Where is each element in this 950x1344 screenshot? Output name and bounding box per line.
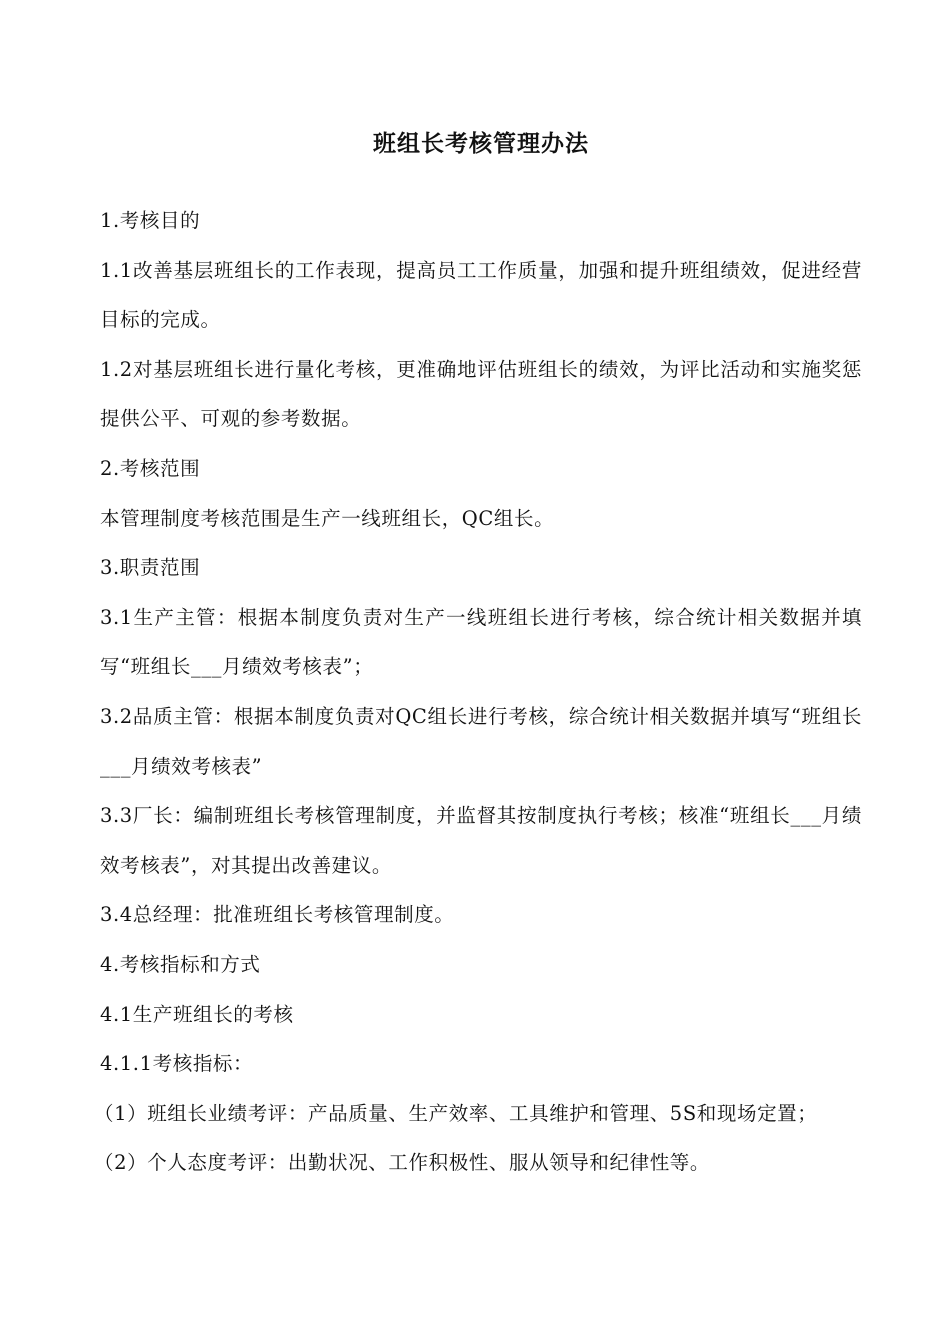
paragraph-scope: 本管理制度考核范围是生产一线班组长，QC组长。	[100, 506, 555, 530]
section-heading-responsibilities: 3.职责范围	[100, 556, 201, 580]
paragraph-4-1: 4.1生产班组长的考核	[100, 1002, 294, 1026]
section-heading-scope: 2.考核范围	[100, 456, 201, 480]
paragraph-3-4: 3.4总经理：批准班组长考核管理制度。	[100, 903, 455, 927]
document-body	[94, 196, 862, 1188]
paragraph-3-2: 3.2品质主管：根据本制度负责对QC组长进行考核，综合统计相关数据并填写“班组长___月绩效考核表”	[100, 704, 862, 778]
list-item-performance: （1）班组长业绩考评：产品质量、生产效率、工具维护和管理、5S和现场定置；	[94, 1101, 818, 1125]
paragraph-3-3: 3.3厂长：编制班组长考核管理制度，并监督其按制度执行考核；核准“班组长___月绩效考核表”，对其提出改善建议。	[100, 804, 862, 877]
list-item-attitude: （2）个人态度考评：出勤状况、工作积极性、服从领导和纪律性等。	[94, 1151, 711, 1175]
section-heading-purpose: 1.考核目的	[100, 209, 201, 232]
paragraph-4-1-1: 4.1.1考核指标：	[100, 1052, 254, 1076]
section-heading-indicators: 4.考核指标和方式	[100, 952, 261, 976]
document-title: 班组长考核管理办法	[373, 130, 589, 157]
paragraph-1-2: 1.2对基层班组长进行量化考核，更准确地评估班组长的绩效，为评比活动和实施奖惩提供公平、可观的参考数据。	[100, 357, 862, 431]
paragraph-1-1: 1.1改善基层班组长的工作表现，提高员工工作质量，加强和提升班组绩效，促进经营目标的完成。	[100, 258, 862, 332]
paragraph-3-1: 3.1生产主管：根据本制度负责对生产一线班组长进行考核，综合统计相关数据并填写“班组长___月绩效考核表”；	[100, 605, 862, 679]
